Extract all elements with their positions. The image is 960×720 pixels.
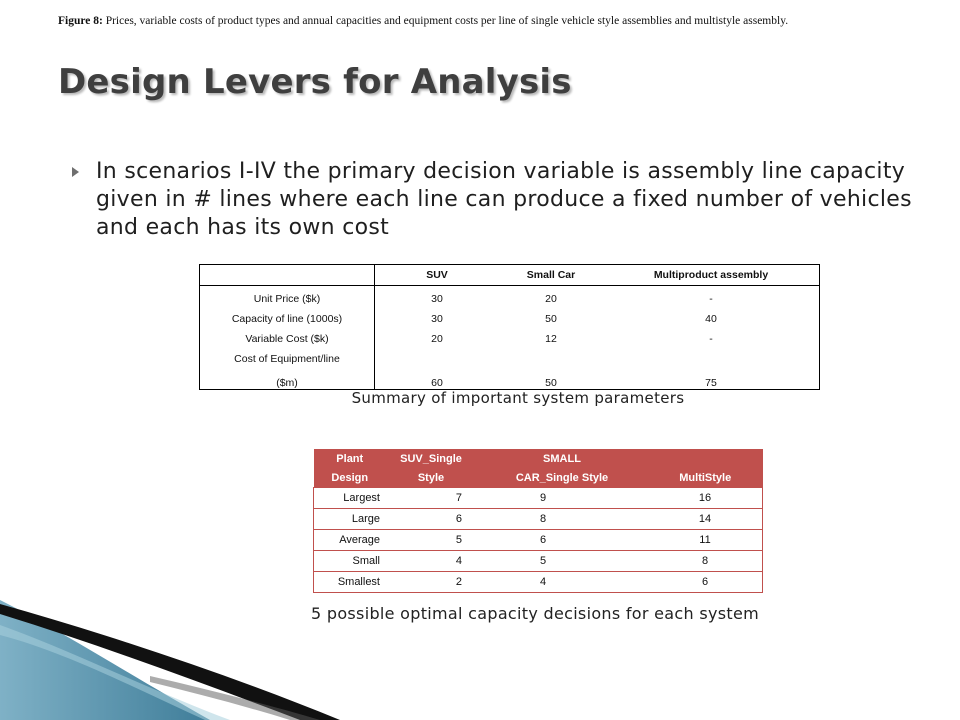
table-cell: 60 — [375, 369, 500, 390]
table-cell: 2 — [386, 572, 476, 593]
table-cell: 16 — [648, 488, 763, 509]
table-row — [314, 488, 763, 509]
table-cell — [603, 349, 820, 369]
table-cell: 8 — [648, 551, 763, 572]
table-cell: Unit Price ($k) — [200, 286, 375, 310]
table-cell: 30 — [431, 293, 443, 305]
table-header-cell: SUV — [375, 265, 500, 286]
table-cell: 20 — [545, 293, 557, 305]
bullet-point — [72, 158, 912, 242]
table2-caption: 5 possible optimal capacity decisions for each system — [311, 604, 759, 623]
table-cell: 5 — [386, 530, 476, 551]
table-cell: 50 — [545, 313, 557, 325]
table-cell — [375, 349, 500, 369]
table-cell: 14 — [648, 509, 763, 530]
table-cell: 40 — [603, 309, 820, 329]
table-cell: Smallest — [314, 572, 387, 593]
table-cell: 6 — [386, 509, 476, 530]
figure-caption-text: Prices, variable costs of product types and annual capacities and equipment costs per line of single vehicle style assemblies and multistyle assembly. — [105, 15, 789, 27]
table-header-cell: SUV_Single — [386, 449, 476, 468]
table-cell: 6 — [648, 572, 763, 593]
table-cell: 8 — [476, 509, 648, 530]
table-row — [200, 369, 820, 390]
table-row — [200, 349, 820, 369]
table-header-cell — [200, 265, 375, 286]
table-cell: 7 — [386, 488, 476, 509]
table-cell: 6 — [476, 530, 648, 551]
table-cell: 4 — [386, 551, 476, 572]
triangle-bullet-icon — [72, 167, 79, 177]
table-header-cell: Plant — [314, 449, 387, 468]
bullet-text: In scenarios I-IV the primary decision variable is assembly line capacity given in # lines where each line can produce a fixed number of vehicles and each has its own cost — [96, 159, 912, 240]
table-cell: Capacity of line (1000s) — [200, 309, 375, 329]
table-cell — [499, 349, 603, 369]
decorative-corner-swoosh — [0, 590, 360, 720]
table-header-cell: CAR_Single Style — [476, 468, 648, 488]
table-cell: 50 — [499, 369, 603, 390]
table-row — [314, 572, 763, 593]
table-cell: 75 — [603, 369, 820, 390]
table-cell: Variable Cost ($k) — [200, 329, 375, 349]
table-header-row — [314, 449, 763, 468]
table-cell: 4 — [476, 572, 648, 593]
system-parameters-table — [199, 264, 820, 390]
table-cell: Large — [314, 509, 387, 530]
table-cell: Average — [314, 530, 387, 551]
table-header-cell: MultiStyle — [648, 468, 763, 488]
table-row — [314, 551, 763, 572]
slide-title: Design Levers for Analysis — [58, 62, 572, 102]
table-row — [200, 329, 820, 349]
table-header-row — [314, 468, 763, 488]
table-header-cell: Small Car — [499, 265, 603, 286]
table-row — [200, 309, 820, 329]
figure-caption-label: Figure 8: — [58, 15, 103, 27]
table-header-row — [200, 265, 820, 286]
table-row — [200, 286, 820, 310]
table-header-cell — [648, 449, 763, 468]
table-row — [314, 509, 763, 530]
table-cell: 11 — [648, 530, 763, 551]
table-header-cell: SMALL — [476, 449, 648, 468]
table-cell: 12 — [545, 333, 557, 345]
capacity-decisions-table — [313, 449, 763, 593]
table-row — [314, 530, 763, 551]
table-cell: - — [603, 329, 820, 349]
table-cell: 5 — [476, 551, 648, 572]
table-header-cell: Design — [314, 468, 387, 488]
table-cell: Cost of Equipment/line — [200, 349, 375, 369]
table-cell: 20 — [431, 333, 443, 345]
table1-caption: Summary of important system parameters — [351, 389, 685, 407]
figure-caption — [58, 15, 958, 27]
table-cell: - — [603, 286, 820, 310]
table-cell: Small — [314, 551, 387, 572]
table-cell: ($m) — [200, 369, 375, 390]
table-header-cell: Style — [386, 468, 476, 488]
table-cell: Largest — [314, 488, 387, 509]
table-cell: 30 — [431, 313, 443, 325]
table-header-cell: Multiproduct assembly — [603, 265, 820, 286]
table-cell: 9 — [476, 488, 648, 509]
